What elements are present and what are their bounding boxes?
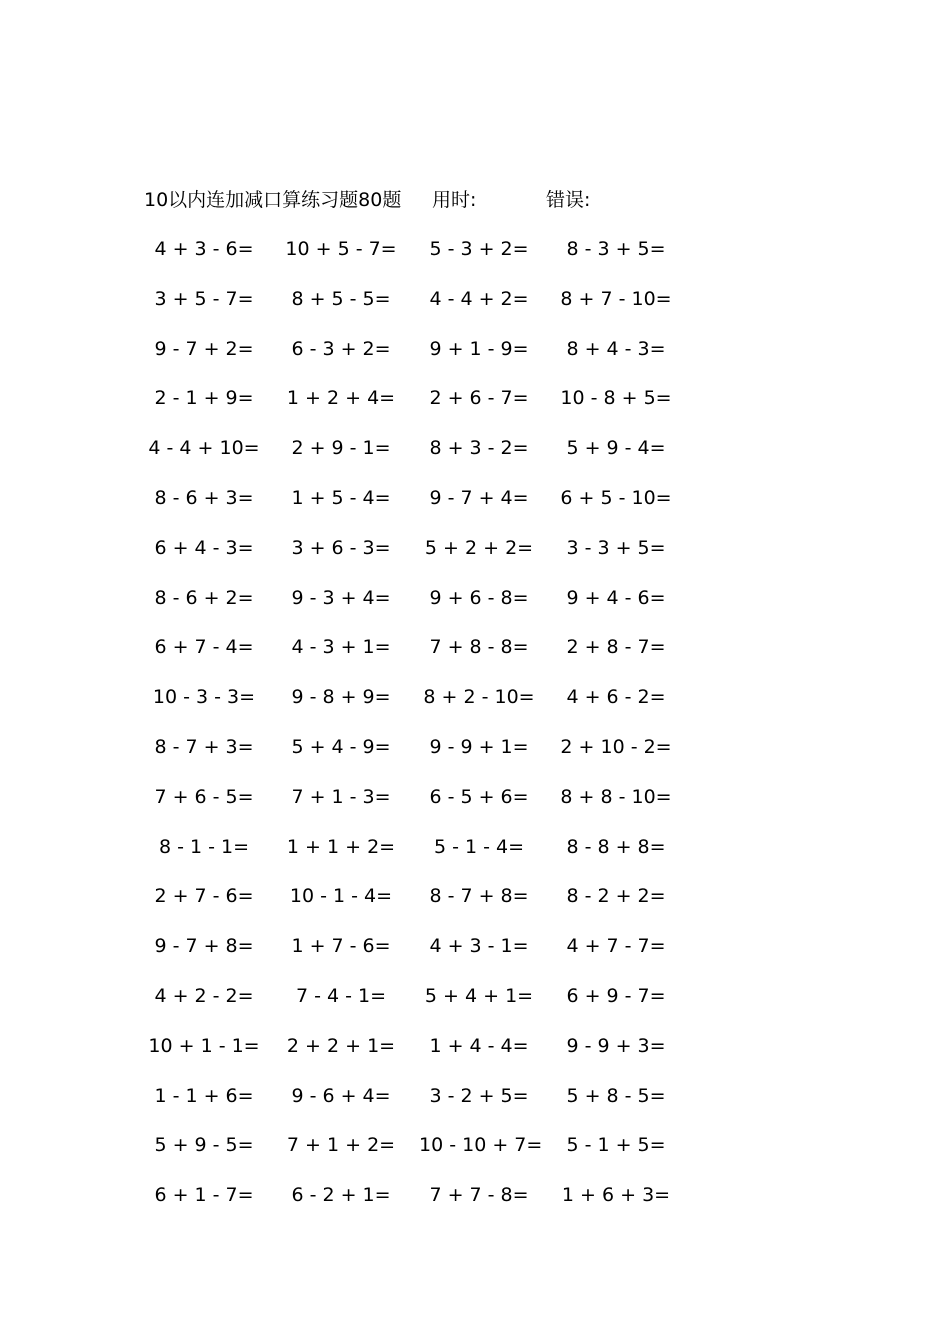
problem: 8 - 6 + 2= — [154, 586, 254, 609]
problem-row — [0, 1131, 950, 1181]
problem: 5 - 1 + 5= — [566, 1134, 666, 1157]
problem: 1 + 2 + 4= — [286, 387, 396, 410]
problem: 4 + 6 - 2= — [566, 686, 666, 709]
problem: 9 - 9 + 1= — [429, 735, 529, 758]
problem: 10 - 10 + 7= — [419, 1134, 543, 1157]
problem: 5 - 1 - 4= — [433, 835, 525, 858]
problem: 5 + 2 + 2= — [424, 536, 534, 559]
problem: 2 + 10 - 2= — [560, 735, 672, 758]
problem-row — [0, 584, 950, 634]
problem-row — [0, 633, 950, 683]
problem: 9 - 8 + 9= — [291, 686, 391, 709]
problem: 10 + 1 - 1= — [148, 1034, 260, 1057]
problem: 7 + 1 + 2= — [286, 1134, 396, 1157]
problem-row — [0, 833, 950, 883]
problem: 4 + 7 - 7= — [566, 935, 666, 958]
problem: 8 - 8 + 8= — [566, 835, 666, 858]
problem: 9 + 6 - 8= — [429, 586, 529, 609]
problem: 6 - 5 + 6= — [429, 785, 529, 808]
problem-row — [0, 335, 950, 385]
problem: 8 - 7 + 3= — [154, 735, 254, 758]
problem: 3 + 5 - 7= — [154, 287, 254, 310]
problem: 5 + 9 - 5= — [154, 1134, 254, 1157]
problem: 5 + 4 + 1= — [424, 984, 534, 1007]
problem-row — [0, 1181, 950, 1231]
problem: 10 - 1 - 4= — [289, 885, 393, 908]
problem-row — [0, 484, 950, 534]
problem: 4 - 3 + 1= — [291, 636, 391, 659]
problem: 6 - 3 + 2= — [291, 337, 391, 360]
problem: 9 + 4 - 6= — [566, 586, 666, 609]
problem: 6 + 1 - 7= — [154, 1184, 254, 1207]
problem-row — [0, 683, 950, 733]
problem: 8 + 3 - 2= — [429, 437, 529, 460]
error-count-label: 错误: — [546, 189, 591, 211]
problem: 3 + 6 - 3= — [291, 536, 391, 559]
worksheet-title: 10以内连加减口算练习题80题 — [144, 189, 402, 211]
problem: 9 - 6 + 4= — [291, 1084, 391, 1107]
problem: 10 + 5 - 7= — [285, 238, 397, 260]
problem: 4 + 3 - 6= — [154, 238, 254, 260]
problem: 2 + 9 - 1= — [291, 437, 391, 460]
problem: 2 + 2 + 1= — [286, 1034, 396, 1057]
problem: 3 - 2 + 5= — [429, 1084, 529, 1107]
problem: 10 - 3 - 3= — [152, 686, 256, 709]
problem: 8 + 2 - 10= — [423, 686, 535, 709]
problem: 7 + 8 - 8= — [429, 636, 529, 659]
problem: 7 + 1 - 3= — [291, 785, 391, 808]
problem-row — [0, 982, 950, 1032]
problem: 2 - 1 + 9= — [154, 387, 254, 410]
problem: 1 + 6 + 3= — [561, 1184, 671, 1207]
problem: 8 + 4 - 3= — [566, 337, 666, 360]
problem: 4 - 4 + 10= — [148, 437, 260, 460]
problem-row — [0, 384, 950, 434]
problem: 9 - 9 + 3= — [566, 1034, 666, 1057]
problem: 4 + 3 - 1= — [429, 935, 529, 958]
problem-row — [0, 783, 950, 833]
problem-row — [0, 932, 950, 982]
problem: 5 + 4 - 9= — [291, 735, 391, 758]
problem-row — [0, 235, 950, 285]
problem-grid — [0, 235, 950, 1231]
problem: 7 - 4 - 1= — [295, 984, 387, 1007]
problem: 6 + 4 - 3= — [154, 536, 254, 559]
problem: 9 - 7 + 4= — [429, 486, 529, 509]
time-used-label: 用时: — [432, 189, 477, 211]
problem: 8 - 7 + 8= — [429, 885, 529, 908]
problem: 5 + 8 - 5= — [566, 1084, 666, 1107]
problem-row — [0, 1032, 950, 1082]
problem: 9 - 7 + 8= — [154, 935, 254, 958]
problem: 1 + 1 + 2= — [286, 835, 396, 858]
problem: 9 - 7 + 2= — [154, 337, 254, 360]
problem: 2 + 7 - 6= — [154, 885, 254, 908]
problem: 2 + 6 - 7= — [429, 387, 529, 410]
problem: 1 + 7 - 6= — [291, 935, 391, 958]
problem: 5 - 3 + 2= — [429, 238, 529, 260]
problem-row — [0, 434, 950, 484]
problem: 8 - 3 + 5= — [566, 238, 666, 260]
problem: 9 + 1 - 9= — [429, 337, 529, 360]
problem: 4 - 4 + 2= — [429, 287, 529, 310]
problem: 8 + 7 - 10= — [560, 287, 672, 310]
problem: 8 - 2 + 2= — [566, 885, 666, 908]
problem: 10 - 8 + 5= — [560, 387, 672, 410]
problem: 3 - 3 + 5= — [566, 536, 666, 559]
problem: 6 - 2 + 1= — [291, 1184, 391, 1207]
problem: 1 - 1 + 6= — [154, 1084, 254, 1107]
problem: 7 + 6 - 5= — [154, 785, 254, 808]
problem: 1 + 4 - 4= — [429, 1034, 529, 1057]
problem: 7 + 7 - 8= — [429, 1184, 529, 1207]
problem-row — [0, 534, 950, 584]
problem-row — [0, 285, 950, 335]
problem-row — [0, 882, 950, 932]
problem: 6 + 5 - 10= — [560, 486, 672, 509]
problem: 6 + 7 - 4= — [154, 636, 254, 659]
problem: 4 + 2 - 2= — [154, 984, 254, 1007]
problem: 6 + 9 - 7= — [566, 984, 666, 1007]
problem: 8 - 1 - 1= — [158, 835, 250, 858]
problem: 9 - 3 + 4= — [291, 586, 391, 609]
problem: 2 + 8 - 7= — [566, 636, 666, 659]
problem: 8 + 8 - 10= — [560, 785, 672, 808]
problem: 5 + 9 - 4= — [566, 437, 666, 460]
problem: 1 + 5 - 4= — [291, 486, 391, 509]
problem: 8 - 6 + 3= — [154, 486, 254, 509]
problem: 8 + 5 - 5= — [291, 287, 391, 310]
problem-row — [0, 1082, 950, 1132]
problem-row — [0, 733, 950, 783]
